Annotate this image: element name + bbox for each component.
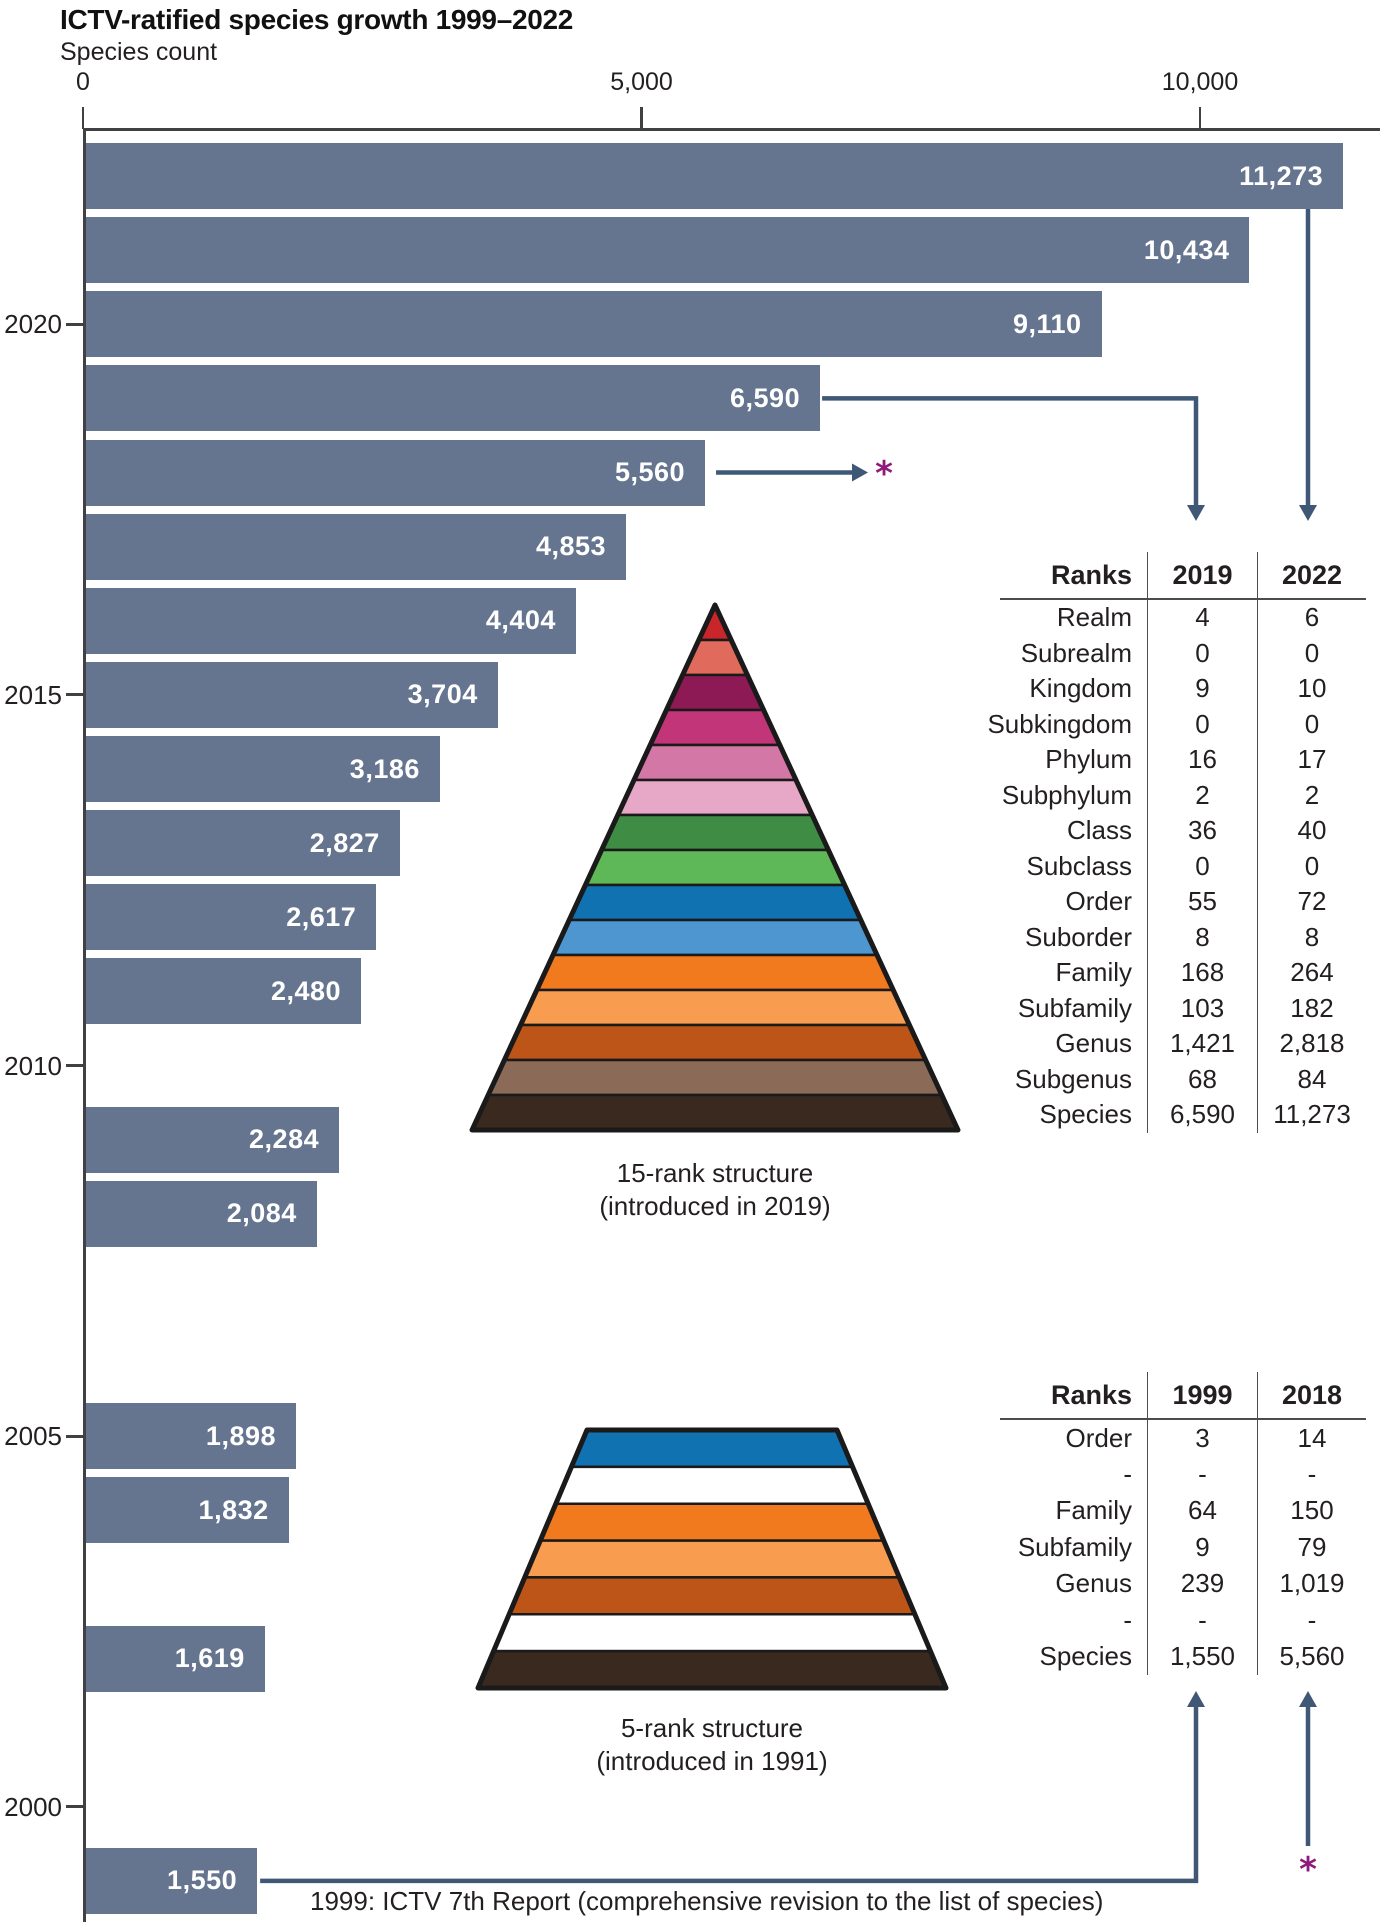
bar-2011 <box>84 958 361 1024</box>
pyramid-15-rank-layer-kingdom <box>666 675 763 710</box>
bar-2020 <box>84 291 1102 357</box>
year-tick <box>66 693 83 696</box>
x-axis-tick-label: 5,000 <box>610 68 673 96</box>
bar-value-label-2020: 9,110 <box>1013 308 1082 339</box>
rank-table-1999-2018-row2-col2: 150 <box>1290 1495 1334 1526</box>
rank-table-1999-2018-row3-col2: 79 <box>1297 1531 1327 1562</box>
pyramid-15-rank-layer-subrealm <box>683 640 748 675</box>
rank-table-2019-2022-row0-col2: 6 <box>1304 602 1320 633</box>
asterisk-2018-column: * <box>1299 1850 1317 1890</box>
asterisk-2018-bar: * <box>875 454 893 494</box>
rank-table-2019-2022-row5-col0: Subphylum <box>1001 779 1132 810</box>
rank-table-2019-2022-header-2019: 2019 <box>1147 552 1258 600</box>
pyramid-15-rank-layer-subgenus <box>488 1060 942 1095</box>
rank-table-2019-2022-row11-col2: 182 <box>1290 992 1334 1023</box>
pyramid-5-rank-layer-species <box>478 1651 946 1688</box>
bar-2015 <box>84 662 498 728</box>
footnote-1999-report: 1999: ICTV 7th Report (comprehensive revision to the list of species) <box>310 1886 1104 1916</box>
pyramid-15-rank-layer-class <box>602 815 829 850</box>
rank-table-1999-2018-header-1999: 1999 <box>1147 1372 1258 1420</box>
rank-table-1999-2018-header-2018: 2018 <box>1258 1372 1366 1420</box>
rank-table-2019-2022-header-2022: 2022 <box>1258 552 1366 600</box>
rank-table-1999-2018-row0-col2: 14 <box>1297 1422 1327 1453</box>
rank-table-1999-2018-row0-col0: Order <box>1065 1422 1132 1453</box>
x-axis-tick <box>640 107 643 129</box>
pyramid15-caption <box>515 1157 915 1223</box>
rank-table-1999-2018-row6-col2: 5,560 <box>1279 1641 1345 1672</box>
rank-table-2019-2022-row3-col0: Subkingdom <box>987 708 1132 739</box>
rank-table-1999-2018-row3-col1: 9 <box>1147 1529 1258 1565</box>
rank-table-2019-2022-row1-col1: 0 <box>1147 636 1258 672</box>
pyramid-5-rank-layer-gap-5 <box>494 1614 931 1651</box>
rank-table-2019-2022-row3-col2: 0 <box>1304 708 1320 739</box>
rank-table-1999-2018-row5-col2: - <box>1307 1604 1317 1635</box>
pyramid-5-rank-layer-genus <box>509 1577 915 1614</box>
bar-value-label-2022: 11,273 <box>1239 160 1324 191</box>
year-tick <box>66 1064 83 1067</box>
rank-table-2019-2022-row11-col0: Subfamily <box>1017 992 1132 1023</box>
year-tick <box>66 323 83 326</box>
rank-table-1999-2018-row1-col1: - <box>1147 1456 1258 1492</box>
bar-value-label-2013: 2,827 <box>309 827 380 858</box>
x-axis-tick <box>82 107 85 129</box>
rank-table-2019-2022-row9-col1: 8 <box>1147 920 1258 956</box>
pyramid-15-rank-layer-subclass <box>585 850 844 885</box>
rank-table-2019-2022-row10-col2: 264 <box>1290 957 1334 988</box>
pyramid-15-rank-layer-family <box>537 955 893 990</box>
rank-table-2019-2022-row1-col0: Subrealm <box>1020 637 1132 668</box>
rank-table-2019-2022-row12-col1: 1,421 <box>1147 1026 1258 1062</box>
bar-value-label-2008: 2,084 <box>226 1198 297 1229</box>
rank-table-2019-2022-row11-col1: 103 <box>1147 991 1258 1027</box>
rank-table-2019-2022-row13-col1: 68 <box>1147 1062 1258 1098</box>
pyramid5-caption-line2: (introduced in 1991) <box>596 1746 828 1776</box>
bar-value-label-2004: 1,832 <box>198 1494 269 1525</box>
rank-table-2019-2022-row7-col2: 0 <box>1304 850 1320 881</box>
bar-2013 <box>84 810 400 876</box>
pyramid15-caption-line1: 15-rank structure <box>616 1158 814 1188</box>
bar-2017 <box>84 514 626 580</box>
rank-table-2019-2022-row14-col1: 6,590 <box>1147 1097 1258 1133</box>
pyramid-15-rank-outline <box>472 605 958 1130</box>
rank-table-1999-2018-row0-col1: 3 <box>1147 1420 1258 1456</box>
bar-value-label-2009: 2,284 <box>249 1124 320 1155</box>
bar-2016 <box>84 588 576 654</box>
year-tick-label: 2005 <box>4 1421 62 1452</box>
rank-table-2019-2022-row4-col1: 16 <box>1147 742 1258 778</box>
bar-value-label-2017: 4,853 <box>536 531 607 562</box>
rank-table-1999-2018-row4-col0: Genus <box>1055 1568 1132 1599</box>
arrow-1999-head <box>1187 1691 1205 1707</box>
rank-table-2019-2022-row9-col2: 8 <box>1304 921 1320 952</box>
bar-1999 <box>84 1848 257 1914</box>
rank-table-2019-2022-row10-col1: 168 <box>1147 955 1258 991</box>
pyramid-5-rank-layer-gap-1 <box>556 1467 868 1504</box>
rank-table-1999-2018-row5-col0: - <box>1123 1604 1132 1635</box>
rank-table-2019-2022-row6-col2: 40 <box>1297 815 1327 846</box>
rank-table-2019-2022-row0-col1: 4 <box>1147 600 1258 636</box>
pyramid-15-rank-layer-suborder <box>553 920 877 955</box>
bar-2002 <box>84 1626 265 1692</box>
rank-table-2019-2022-row6-col0: Class <box>1066 815 1132 846</box>
bar-value-label-2002: 1,619 <box>174 1643 245 1673</box>
rank-table-1999-2018-row1-col2: - <box>1307 1459 1317 1490</box>
rank-table-2019-2022-header-ranks: Ranks <box>1000 552 1147 600</box>
rank-table-1999-2018-row2-col1: 64 <box>1147 1493 1258 1529</box>
pyramid-15-rank-layer-species <box>472 1095 958 1130</box>
rank-table-2019-2022-row14-col2: 11,273 <box>1273 1099 1351 1130</box>
axis-title-species-count: Species count <box>60 38 218 66</box>
year-tick-label: 2010 <box>4 1050 62 1081</box>
rank-table-2019-2022-row6-col1: 36 <box>1147 813 1258 849</box>
pyramid15-caption-line2: (introduced in 2019) <box>599 1191 831 1221</box>
rank-table-2019-2022-row0-col0: Realm <box>1056 602 1132 633</box>
bar-2008 <box>84 1181 317 1247</box>
pyramid5-caption <box>512 1712 912 1778</box>
rank-table-1999-2018-row1-col0: - <box>1123 1459 1132 1490</box>
rank-table-2019-2022-row1-col2: 0 <box>1304 637 1320 668</box>
pyramid-15-rank-layer-genus <box>504 1025 925 1060</box>
rank-table-2019-2022-row2-col1: 9 <box>1147 671 1258 707</box>
bar-2022 <box>84 143 1343 209</box>
rank-table-2019-2022-row8-col0: Order <box>1065 886 1132 917</box>
pyramid-15-rank-layer-subfamily <box>521 990 910 1025</box>
rank-table-2019-2022-row7-col0: Subclass <box>1026 850 1132 881</box>
year-tick-label: 2020 <box>4 309 62 340</box>
rank-table-1999-2018-row5-col1: - <box>1147 1602 1258 1638</box>
bar-2019 <box>84 365 820 431</box>
arrow-2018-column-head <box>1299 1691 1317 1707</box>
bar-value-label-2016: 4,404 <box>485 605 556 636</box>
pyramid-15-rank-layer-phylum <box>634 745 796 780</box>
rank-table-2019-2022 <box>987 552 1366 1133</box>
x-axis-tick-label: 10,000 <box>1161 68 1239 96</box>
rank-table-2019-2022-row5-col2: 2 <box>1304 779 1320 810</box>
pyramid-5-rank-layer-family <box>540 1504 883 1541</box>
bar-value-label-1999: 1,550 <box>167 1865 238 1896</box>
year-tick <box>66 1435 83 1438</box>
page-title: ICTV-ratified species growth 1999–2022 <box>60 4 574 35</box>
pyramid-15-rank-layer-subphylum <box>618 780 812 815</box>
rank-table-2019-2022-row2-col2: 10 <box>1297 673 1327 704</box>
rank-table-2019-2022-row10-col0: Family <box>1055 957 1132 988</box>
rank-table-2019-2022-row14-col0: Species <box>1039 1099 1132 1130</box>
bar-2005 <box>84 1403 296 1469</box>
bar-value-label-2019: 6,590 <box>730 382 801 413</box>
pyramid-15-rank-layer-subkingdom <box>650 710 780 745</box>
rank-table-1999-2018-row6-col1: 1,550 <box>1147 1638 1258 1674</box>
rank-table-2019-2022-row13-col2: 84 <box>1297 1063 1327 1094</box>
bar-value-label-2021: 10,434 <box>1143 234 1230 265</box>
bar-value-label-2015: 3,704 <box>407 679 478 710</box>
bar-value-label-2012: 2,617 <box>286 901 357 932</box>
rank-table-2019-2022-row13-col0: Subgenus <box>1014 1063 1132 1094</box>
pyramid-5-rank-layer-subfamily <box>525 1541 900 1578</box>
rank-table-1999-2018 <box>1000 1372 1366 1675</box>
bar-value-label-2014: 3,186 <box>349 753 420 784</box>
bar-2014 <box>84 736 440 802</box>
rank-table-1999-2018-row2-col0: Family <box>1055 1495 1132 1526</box>
bar-2009 <box>84 1107 339 1173</box>
rank-table-1999-2018-row4-col1: 239 <box>1147 1566 1258 1602</box>
bar-value-label-2011: 2,480 <box>270 975 342 1006</box>
rank-table-2019-2022-row2-col0: Kingdom <box>1029 673 1132 704</box>
bar-2012 <box>84 884 376 950</box>
rank-table-2019-2022-row3-col1: 0 <box>1147 707 1258 743</box>
bar-2004 <box>84 1477 289 1543</box>
rank-table-2019-2022-row4-col2: 17 <box>1297 744 1327 775</box>
rank-table-2019-2022-row8-col1: 55 <box>1147 884 1258 920</box>
arrow-2019-head <box>1187 505 1205 521</box>
x-axis-tick-label: 0 <box>76 68 90 96</box>
pyramid-15-rank-layer-realm <box>699 605 731 640</box>
rank-table-2019-2022-row8-col2: 72 <box>1297 886 1327 917</box>
year-tick-label: 2015 <box>4 679 62 710</box>
rank-table-2019-2022-row5-col1: 2 <box>1147 778 1258 814</box>
bar-value-label-2018: 5,560 <box>614 457 686 487</box>
pyramid-5-rank-layer-order <box>571 1430 852 1467</box>
pyramid5-caption-line1: 5-rank structure <box>620 1713 804 1743</box>
rank-table-1999-2018-row3-col0: Subfamily <box>1017 1531 1132 1562</box>
rank-table-1999-2018-header-ranks: Ranks <box>1000 1372 1147 1420</box>
pyramid-5-rank-outline <box>478 1430 946 1688</box>
x-axis-tick <box>1199 107 1202 129</box>
pyramid-15-rank-layer-order <box>569 885 861 920</box>
rank-table-2019-2022-row4-col0: Phylum <box>1045 744 1132 775</box>
rank-table-2019-2022-row12-col0: Genus <box>1055 1028 1132 1059</box>
rank-table-2019-2022-row12-col2: 2,818 <box>1279 1028 1345 1059</box>
year-tick <box>66 1805 83 1808</box>
y-axis-line <box>83 128 86 1922</box>
rank-table-1999-2018-row4-col2: 1,019 <box>1279 1568 1345 1599</box>
rank-table-2019-2022-row9-col0: Suborder <box>1025 921 1132 952</box>
year-tick-label: 2000 <box>4 1791 62 1822</box>
bar-2021 <box>84 217 1249 283</box>
bar-value-label-2005: 1,898 <box>205 1420 276 1451</box>
arrow-2022-head <box>1299 505 1317 521</box>
rank-table-1999-2018-row6-col0: Species <box>1039 1641 1132 1672</box>
rank-table-2019-2022-row7-col1: 0 <box>1147 849 1258 885</box>
bar-2018 <box>84 440 705 506</box>
x-axis-line <box>83 128 1380 131</box>
